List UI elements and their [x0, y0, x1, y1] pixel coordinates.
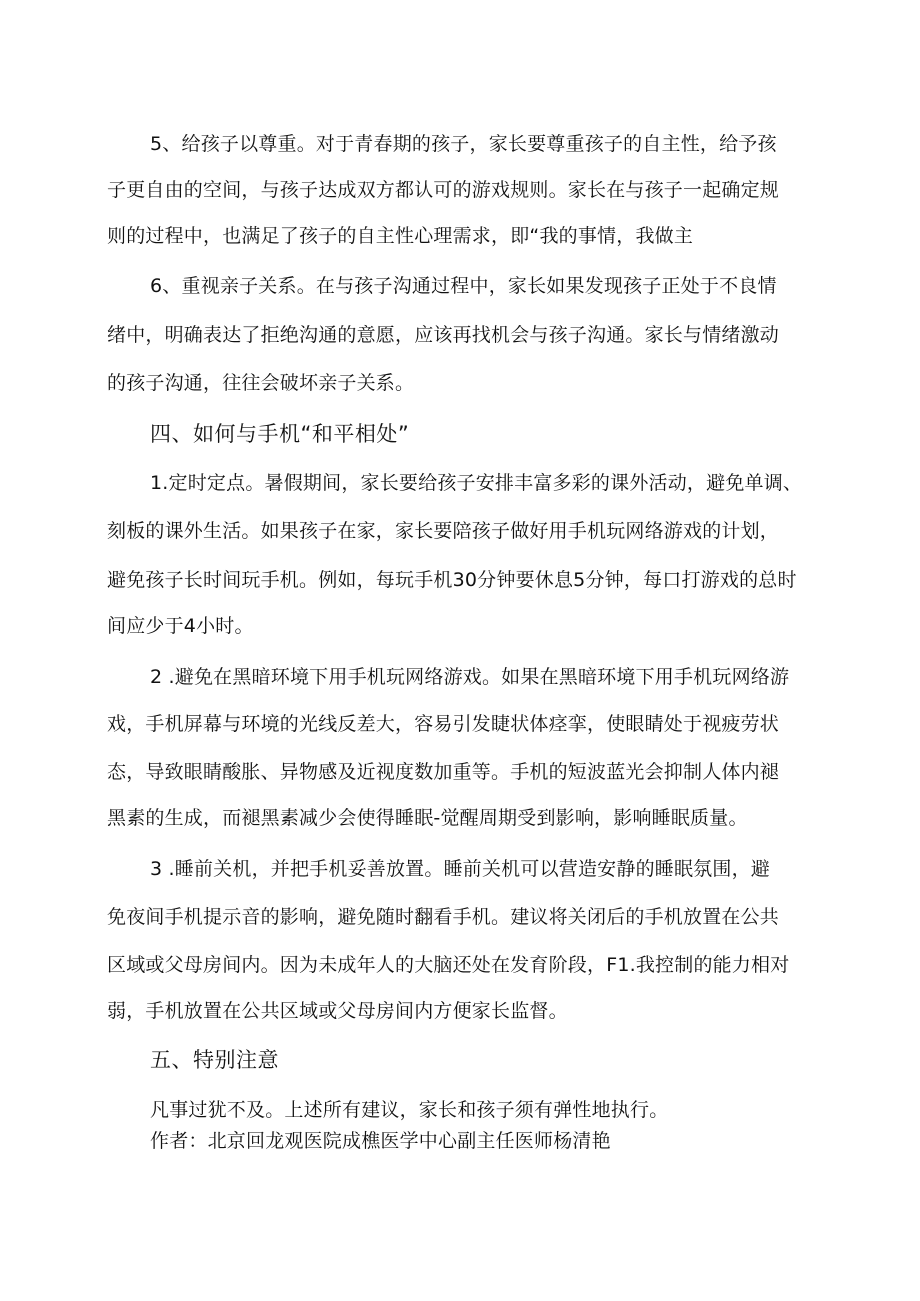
paragraph-5-line-1: 5、给孩子以尊重。对于青春期的孩子，家长要尊重孩子的自主性，给予孩 [150, 133, 777, 155]
paragraph-6-line-1: 6、重视亲子关系。在与孩子沟通过程中，家长如果发现孩子正处于不良情 [150, 275, 777, 297]
item-1-line-3: 避免孩子长时间玩手机。例如，每玩手机30分钟要休息5分钟，每口打游戏的总时 [107, 569, 797, 591]
section-heading-4: 四、如何与手机“和平相处” [150, 422, 410, 446]
item-2-line-4: 黑素的生成，而褪黑素减少会使得睡眠-觉醒周期受到影响，影响睡眠质量。 [107, 807, 748, 829]
item-2-line-1: 2 .避免在黑暗环境下用手机玩网络游戏。如果在黑暗环境下用手机玩网络游 [150, 666, 790, 688]
section-heading-5: 五、特别注意 [150, 1048, 279, 1072]
author-line: 作者：北京回龙观医院成樵医学中心副主任医师杨清艳 [150, 1130, 611, 1152]
item-1-line-2: 刻板的课外生活。如果孩子在家，家长要陪孩子做好用手机玩网络游戏的计划， [107, 520, 780, 542]
paragraph-6-line-3: 的孩子沟通，往往会破坏亲子关系。 [107, 372, 415, 394]
item-3-line-1: 3 .睡前关机，并把手机妥善放置。睡前关机可以营造安静的睡眠氛围，避 [150, 858, 770, 880]
item-3-line-4: 弱，手机放置在公共区域或父母房间内方便家长监督。 [107, 1000, 568, 1022]
item-3-line-2: 免夜间手机提示音的影响，避免随时翻看手机。建议将关闭后的手机放置在公共 [107, 906, 780, 928]
paragraph-6-line-2: 绪中，明确表达了拒绝沟通的意愿，应该再找机会与孩子沟通。家长与情绪激动 [107, 324, 780, 346]
item-3-line-3: 区域或父母房间内。因为未成年人的大脑还处在发育阶段，F1.我控制的能力相对 [107, 954, 790, 976]
item-2-line-3: 态，导致眼睛酸胀、异物感及近视度数加重等。手机的短波蓝光会抑制人体内褪 [107, 761, 780, 783]
item-1-line-1: 1.定时定点。暑假期间，家长要给孩子安排丰富多彩的课外活动，避免单调、 [150, 472, 803, 494]
closing-remark: 凡事过犹不及。上述所有建议，家长和孩子须有弹性地执行。 [150, 1099, 669, 1121]
paragraph-5-line-3: 则的过程中，也满足了孩子的自主性心理需求，即“我的事情，我做主 [107, 225, 694, 247]
paragraph-5-line-2: 子更自由的空间，与孩子达成双方都认可的游戏规则。家长在与孩子一起确定规 [107, 179, 780, 201]
item-2-line-2: 戏，手机屏幕与环境的光线反差大，容易引发睫状体痉挛，使眼睛处于视疲劳状 [107, 713, 780, 735]
item-1-line-4: 间应少于4小时。 [107, 615, 254, 637]
